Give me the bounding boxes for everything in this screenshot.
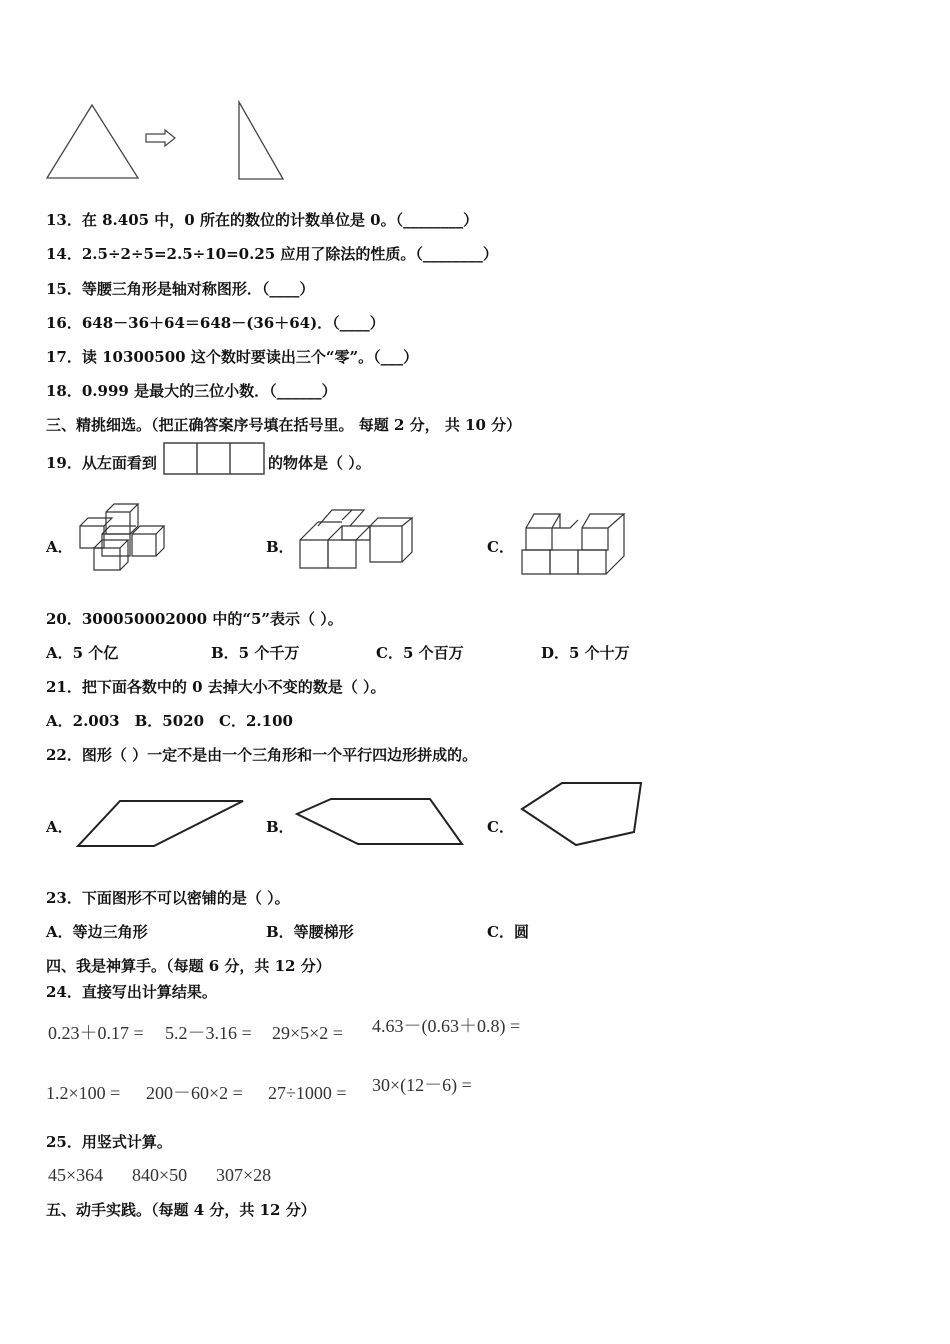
calc-1-2: 5.2－3.16 =: [165, 1023, 252, 1043]
q20-option-c: C．5 个百万: [376, 644, 464, 662]
question-14: 14．2.5÷2÷5=2.5÷10=0.25 应用了除法的性质。（________）: [46, 245, 498, 263]
question-18: 18．0.999 是最大的三位小数．（______）: [46, 382, 337, 400]
question-19-suffix: 的物体是（ ）。: [268, 454, 371, 472]
question-23: 23．下面图形不可以密铺的是（ ）。: [46, 889, 290, 907]
calc-1-1: 0.23＋0.17 =: [48, 1023, 144, 1043]
triangle-figure: [46, 104, 140, 180]
cube-stack-a-figure: [76, 500, 176, 574]
section-5-heading: 五、动手实践。（每题 4 分，共 12 分）: [46, 1201, 316, 1219]
arrow-icon: [145, 129, 177, 147]
pentagon-figure: [520, 781, 644, 849]
question-15: 15．等腰三角形是轴对称图形．（____）: [46, 280, 315, 298]
calc-1-4: 4.63－(0.63＋0.8) =: [372, 1016, 521, 1036]
q20-option-d: D．5 个十万: [541, 644, 630, 662]
question-19-prefix: 19．从左面看到: [46, 454, 157, 472]
q23-option-b: B．等腰梯形: [266, 923, 354, 941]
q25-item-1: 45×364: [48, 1165, 104, 1185]
q19-option-c-label: C．: [487, 538, 514, 556]
question-16: 16．648－36＋64＝648－(36＋64)．（____）: [46, 314, 385, 332]
question-24: 24．直接写出计算结果。: [46, 983, 217, 1001]
question-25: 25．用竖式计算。: [46, 1133, 172, 1151]
question-13: 13．在 8.405 中，0 所在的数位的计数单位是 0。（________）: [46, 211, 479, 229]
parallelogram-figure: [76, 799, 246, 849]
q22-option-c-label: C．: [487, 818, 514, 836]
question-20: 20．300050002000 中的“5”表示（ ）。: [46, 610, 343, 628]
q22-option-b-label: B．: [266, 818, 294, 836]
cube-stack-c-figure: [518, 510, 630, 576]
q20-option-b: B．5 个千万: [211, 644, 300, 662]
question-17: 17．读 10300500 这个数时要读出三个“零”。（___）: [46, 348, 419, 366]
hexagon-figure: [296, 797, 466, 847]
three-squares-figure: [163, 442, 267, 476]
q20-option-a: A．5 个亿: [46, 644, 119, 662]
q19-option-b-label: B．: [266, 538, 294, 556]
right-triangle-figure: [237, 101, 285, 181]
q23-option-c: C．圆: [487, 923, 529, 941]
q21-options: A．2.003 B．5020 C．2.100: [46, 712, 293, 730]
calc-2-3: 27÷1000 =: [268, 1083, 347, 1103]
calc-2-4: 30×(12－6) =: [372, 1075, 472, 1095]
q25-item-3: 307×28: [216, 1165, 272, 1185]
question-21: 21．把下面各数中的 0 去掉大小不变的数是（ ）。: [46, 678, 386, 696]
cube-stack-b-figure: [296, 506, 418, 572]
question-22: 22．图形（ ）一定不是由一个三角形和一个平行四边形拼成的。: [46, 746, 478, 764]
calc-2-2: 200－60×2 =: [146, 1083, 243, 1103]
q22-option-a-label: A．: [46, 818, 73, 836]
section-4-heading: 四、我是神算手。（每题 6 分，共 12 分）: [46, 957, 331, 975]
section-3-heading: 三、精挑细选。（把正确答案序号填在括号里。 每题 2 分， 共 10 分）: [46, 416, 522, 434]
calc-2-1: 1.2×100 =: [46, 1083, 121, 1103]
calc-1-3: 29×5×2 =: [272, 1023, 343, 1043]
q19-option-a-label: A．: [46, 538, 73, 556]
q23-option-a: A．等边三角形: [46, 923, 148, 941]
q25-item-2: 840×50: [132, 1165, 188, 1185]
